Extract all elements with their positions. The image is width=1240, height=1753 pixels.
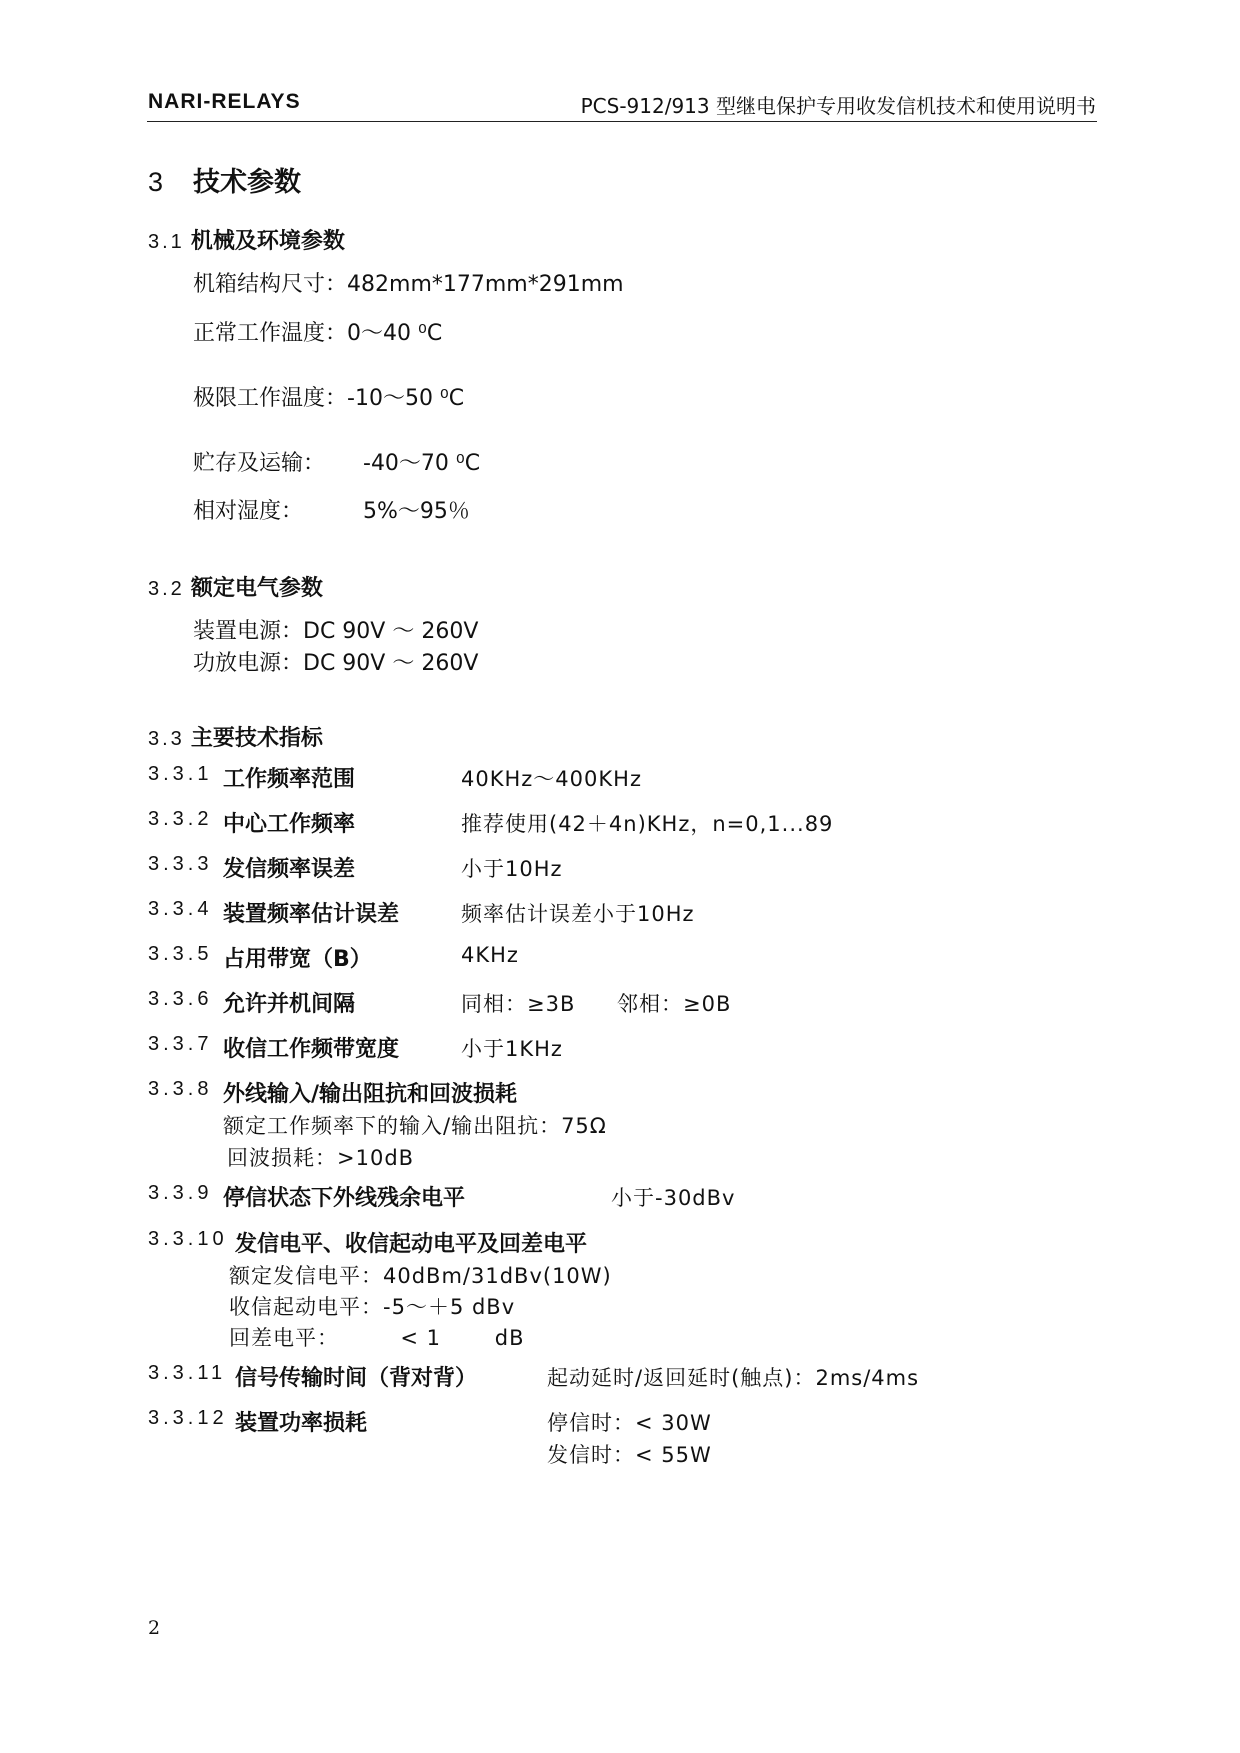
spec-number: 3.3.2 [148,808,213,830]
spec-number: 3.3.8 [148,1078,213,1100]
spec-title: 发信电平、收信起动电平及回差电平 [235,1232,588,1257]
param-value: DC 90V ～ 260V [303,651,479,676]
param-value: -10～50 ⁰C [347,386,465,411]
param-row [193,494,470,525]
spec-row [148,1407,228,1430]
spec-value: 推荐使用(42＋4n)KHz，n=0,1...89 [461,812,834,836]
param-value: 5%～95％ [363,499,470,524]
spec-title: 装置频率估计误差 [223,902,400,927]
spec-row [148,808,212,831]
spec-row [148,943,212,966]
subsection-title: 额定电气参数 [190,576,323,601]
param-label: 极限工作温度： [193,386,348,411]
spec-value: 小于-30dBv [611,1186,736,1210]
section-title: 技术参数 [193,167,302,198]
spec-number: 3.3.1 [148,763,213,785]
spec-number: 3.3.7 [148,1033,213,1055]
spec-row [148,1078,212,1101]
spec-number: 3.3.3 [148,853,213,875]
spec-number: 3.3.9 [148,1182,213,1204]
spec-row [148,1362,226,1385]
spec-row [148,988,212,1011]
subsection-heading-3-2 [148,571,323,602]
spec-row [148,1182,212,1205]
spec-value-secondary: 邻相：≥0B [617,992,732,1016]
spec-detail-line: 额定发信电平：40dBm/31dBv(10W) [229,1264,612,1288]
subsection-heading-3-1 [148,224,345,255]
spec-row [148,853,212,876]
param-label: 相对湿度： [193,499,304,524]
spec-value: 小于10Hz [461,857,563,881]
spec-number: 3.3.4 [148,898,213,920]
page-number: 2 [148,1617,161,1639]
param-value: 0～40 ⁰C [347,321,443,346]
param-label: 功放电源： [193,651,304,676]
spec-title: 信号传输时间（背对背） [235,1366,478,1391]
spec-value: 40KHz～400KHz [461,767,642,791]
spec-number: 3.3.12 [148,1407,228,1429]
param-value: 482mm*177mm*291mm [347,272,624,297]
param-value: -40～70 ⁰C [363,451,481,476]
header-divider [147,121,1097,122]
header-brand: NARI-RELAYS [148,90,301,113]
spec-title: 占用带宽（B） [223,947,372,972]
spec-value: 频率估计误差小于10Hz [461,902,695,926]
spec-number: 3.3.10 [148,1228,228,1250]
spec-detail-line: 收信起动电平：-5～＋5 dBv [229,1295,516,1319]
spec-row [148,898,212,921]
spec-title: 停信状态下外线残余电平 [223,1186,466,1211]
spec-title: 装置功率损耗 [235,1411,368,1436]
spec-value: 同相：≥3B [461,992,576,1016]
header-doc-title: PCS-912/913 型继电保护专用收发信机技术和使用说明书 [580,94,1096,118]
spec-number: 3.3.11 [148,1362,227,1384]
spec-row [148,1228,228,1251]
param-label: 机箱结构尺寸： [193,272,348,297]
param-row [193,646,478,677]
spec-value: 4KHz [461,943,519,967]
spec-detail-line: 回波损耗：>10dB [227,1146,415,1170]
param-row [193,614,478,645]
subsection-number: 3.3 [148,728,185,750]
spec-title: 允许并机间隔 [223,992,356,1017]
param-row [193,446,480,477]
spec-title: 中心工作频率 [223,812,356,837]
spec-title: 收信工作频带宽度 [223,1037,400,1062]
section-number: 3 [148,167,164,197]
param-row [193,316,442,347]
spec-detail-line: 额定工作频率下的输入/输出阻抗：75Ω [223,1114,607,1138]
spec-detail-line: 发信时：< 55W [547,1443,712,1467]
param-row [193,267,624,298]
spec-detail-line: 回差电平： < 1 dB [229,1326,525,1350]
spec-number: 3.3.6 [148,988,213,1010]
spec-title: 外线输入/输出阻抗和回波损耗 [223,1082,518,1107]
spec-detail-line: 停信时：< 30W [547,1411,712,1435]
subsection-number: 3.2 [148,578,185,600]
spec-row [148,1033,212,1056]
param-label: 正常工作温度： [193,321,348,346]
subsection-title: 主要技术指标 [190,726,323,751]
section-heading [148,160,301,199]
spec-number: 3.3.5 [148,943,213,965]
subsection-heading-3-3 [148,721,323,752]
param-label: 装置电源： [193,619,304,644]
spec-value: 起动延时/返回延时(触点)：2ms/4ms [547,1366,920,1390]
spec-title: 发信频率误差 [223,857,356,882]
subsection-title: 机械及环境参数 [190,229,345,254]
param-label: 贮存及运输： [193,451,326,476]
param-row [193,381,464,412]
param-value: DC 90V ～ 260V [303,619,479,644]
spec-value: 小于1KHz [461,1037,563,1061]
subsection-number: 3.1 [148,231,185,253]
spec-row [148,763,212,786]
spec-title: 工作频率范围 [223,767,356,792]
